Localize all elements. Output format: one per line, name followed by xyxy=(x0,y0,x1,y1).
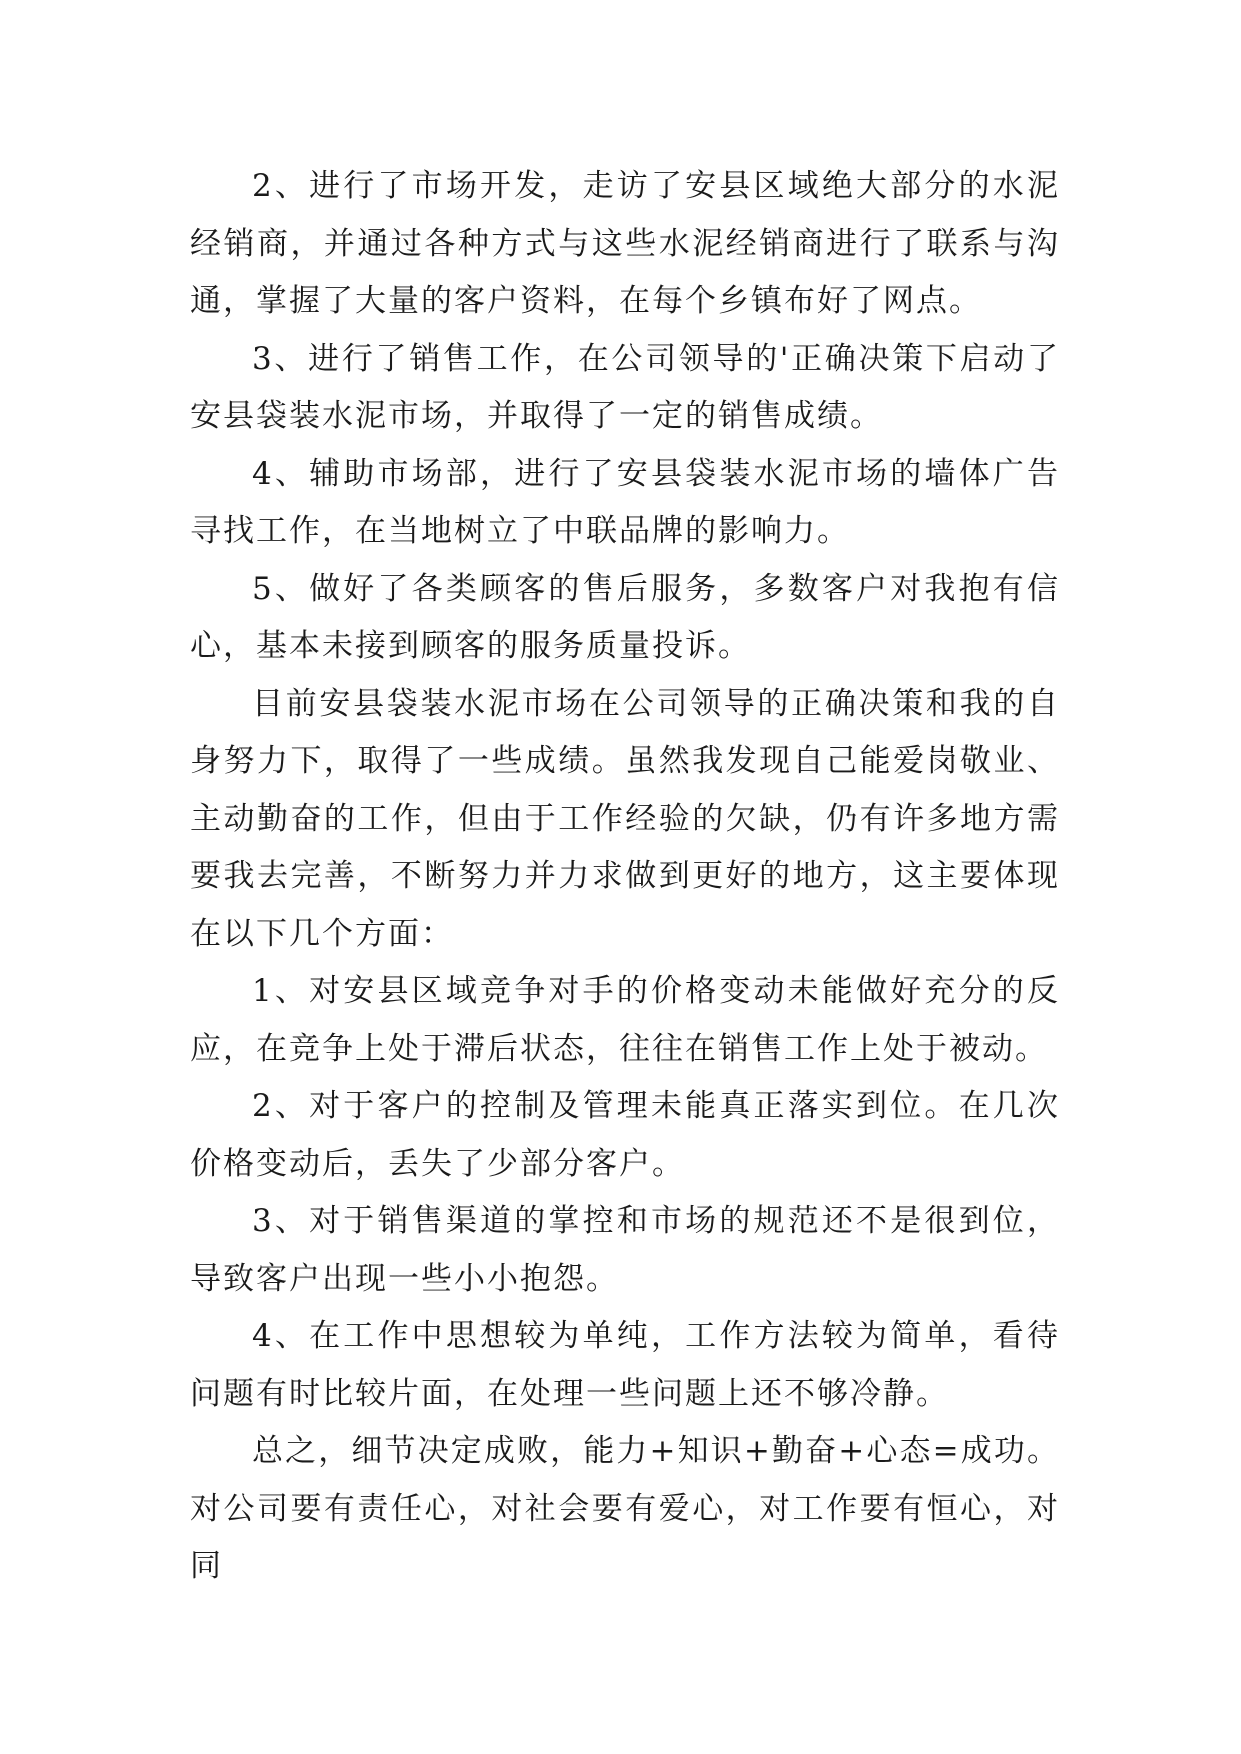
paragraph-issue-work-method: 4、在工作中思想较为单纯，工作方法较为简单，看待问题有时比较片面，在处理一些问题上还不够冷静。 xyxy=(190,1318,1060,1412)
paragraph-conclusion: 总之，细节决定成败，能力+知识+勤奋+心态=成功。对公司要有责任心，对社会要有爱心，对工作要有恒心，对同 xyxy=(190,1433,1060,1584)
paragraph-issue-customer-control: 2、对于客户的控制及管理未能真正落实到位。在几次价格变动后，丢失了少部分客户。 xyxy=(190,1088,1060,1182)
paragraph-sales-work: 3、进行了销售工作，在公司领导的'正确决策下启动了安县袋装水泥市场，并取得了一定的销售成绩。 xyxy=(190,340,1060,434)
paragraph-issue-sales-channel: 3、对于销售渠道的掌控和市场的规范还不是很到位，导致客户出现一些小小抱怨。 xyxy=(190,1203,1060,1297)
paragraph-market-development: 2、进行了市场开发，走访了安县区域绝大部分的水泥经销商，并通过各种方式与这些水泥经销商进行了联系与沟通，掌握了大量的客户资料，在每个乡镇布好了网点。 xyxy=(190,168,1060,319)
paragraph-wall-advertising: 4、辅助市场部，进行了安县袋装水泥市场的墙体广告寻找工作，在当地树立了中联品牌的影响力。 xyxy=(190,455,1060,549)
paragraph-after-sales-service: 5、做好了各类顾客的售后服务，多数客户对我抱有信心，基本未接到顾客的服务质量投诉。 xyxy=(190,570,1060,664)
paragraph-issue-price-response: 1、对安县区域竞争对手的价格变动未能做好充分的反应，在竞争上处于滞后状态，往往在销售工作上处于被动。 xyxy=(190,973,1060,1067)
document-body xyxy=(190,158,1060,1596)
paragraph-current-situation: 目前安县袋装水泥市场在公司领导的正确决策和我的自身努力下，取得了一些成绩。虽然我发现自己能爱岗敬业、主动勤奋的工作，但由于工作经验的欠缺，仍有许多地方需要我去完善，不断努力并力求做到更好的地方，这主要体现在以下几个方面： xyxy=(190,685,1060,952)
